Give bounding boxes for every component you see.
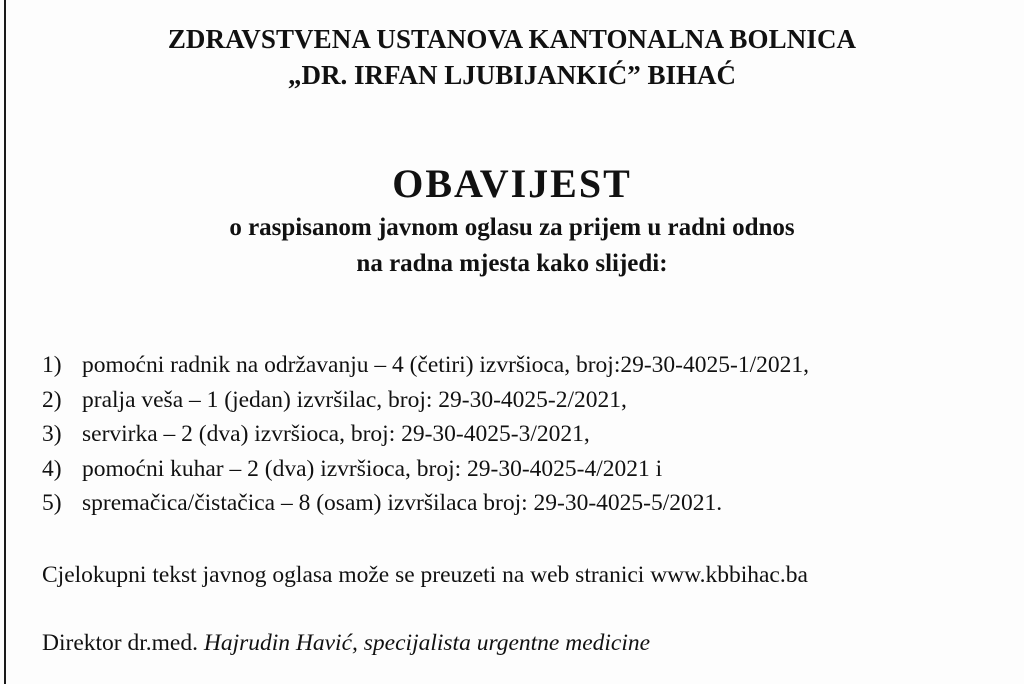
director-name: Hajrudin Havić bbox=[203, 630, 353, 656]
notice-title: OBAVIJEST bbox=[392, 161, 632, 206]
institution-name-line2: „DR. IRFAN LJUBIJANKIĆ” BIHAĆ bbox=[287, 60, 737, 90]
item-number: 4) bbox=[42, 455, 62, 482]
positions-list bbox=[42, 348, 809, 521]
item-text: servirka – 2 (dva) izvršioca, broj: 29-30-4025-3/2021, bbox=[82, 421, 590, 447]
item-text: pralja veša – 1 (jedan) izvršilac, broj: 29-30-4025-2/2021, bbox=[82, 386, 627, 413]
item-number: 1) bbox=[42, 352, 62, 378]
list-item bbox=[42, 486, 809, 521]
notice-subtitle-line2: na radna mjesta kako slijedi: bbox=[356, 250, 668, 277]
notice-subtitle-line1: o raspisanom javnom oglasu za prijem u radni odnos bbox=[229, 214, 795, 241]
item-text: pomoćni kuhar – 2 (dva) izvršioca, broj: 29-30-4025-4/2021 i bbox=[82, 455, 663, 482]
director-signature bbox=[42, 630, 650, 657]
list-item bbox=[42, 348, 809, 383]
item-number: 2) bbox=[42, 386, 62, 413]
list-item bbox=[42, 383, 809, 418]
item-text: spremačica/čistačica – 8 (osam) izvršilaca broj: 29-30-4025-5/2021. bbox=[82, 490, 723, 516]
web-notice: Cjelokupni tekst javnog oglasa može se preuzeti na web stranici www.kbbihac.ba bbox=[42, 562, 808, 588]
item-number: 5) bbox=[42, 490, 62, 516]
institution-name-line1: ZDRAVSTVENA USTANOVA KANTONALNA BOLNICA bbox=[167, 24, 857, 54]
page-edge-line bbox=[4, 0, 6, 684]
list-item bbox=[42, 417, 809, 452]
director-prefix: Direktor dr.med. bbox=[42, 630, 204, 656]
director-title: , specijalista urgentne medicine bbox=[352, 630, 651, 656]
item-number: 3) bbox=[42, 421, 62, 447]
list-item bbox=[42, 452, 809, 487]
item-text: pomoćni radnik na održavanju – 4 (četiri) izvršioca, broj:29-30-4025-1/2021, bbox=[82, 352, 809, 378]
